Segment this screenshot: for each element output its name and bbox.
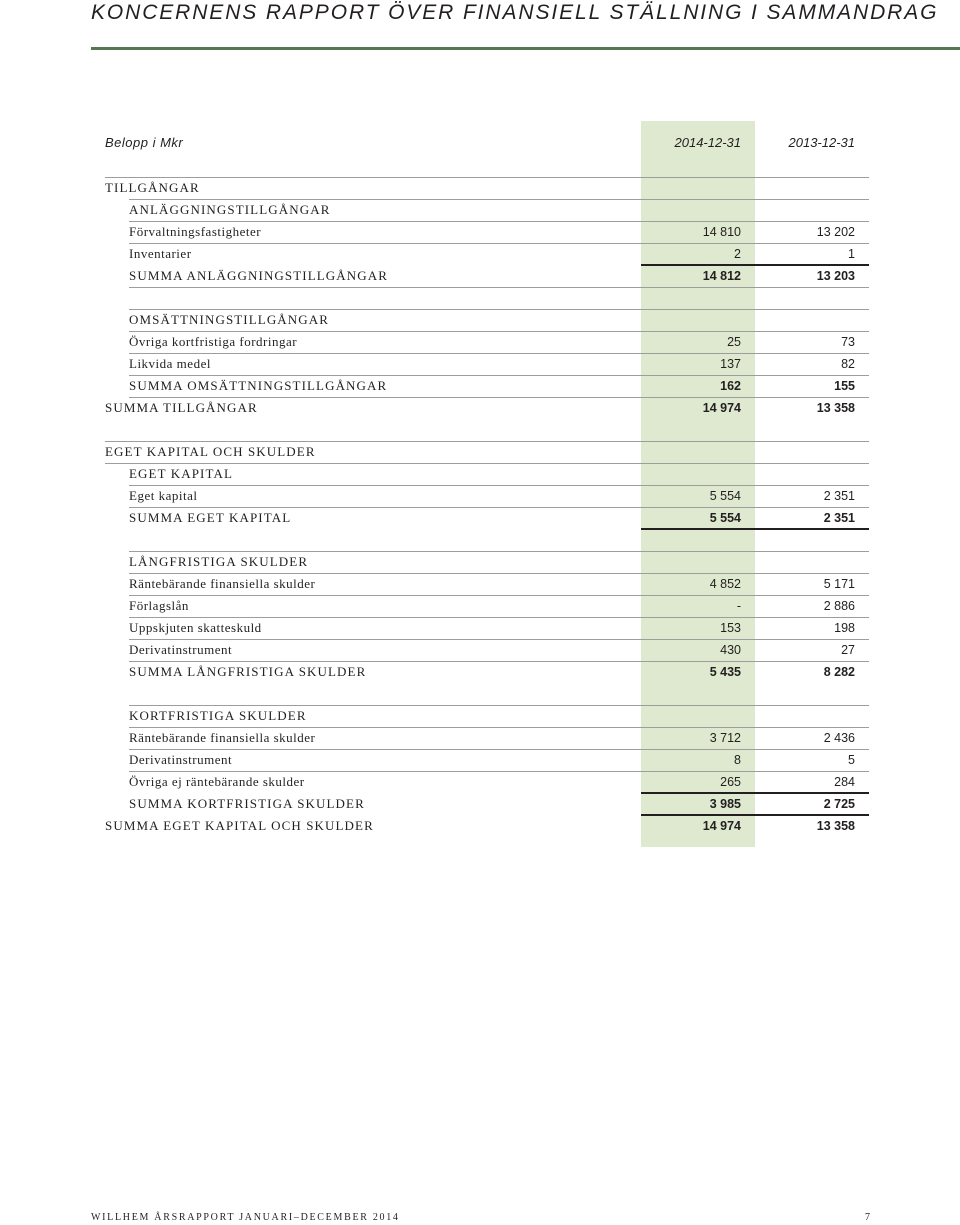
table-row: [0, 485, 960, 507]
row-label: SUMMA TILLGÅNGAR: [105, 400, 258, 415]
value-2014: 162: [720, 379, 741, 393]
value-2014: 5 554: [709, 489, 741, 503]
value-2013: 155: [834, 379, 855, 393]
table-row: [0, 397, 960, 419]
table-row: [0, 793, 960, 815]
table-row: [0, 639, 960, 661]
row-label: LÅNGFRISTIGA SKULDER: [129, 554, 309, 569]
value-2014: 25: [727, 335, 741, 349]
value-2013: 2 351: [823, 489, 855, 503]
row-label: EGET KAPITAL OCH SKULDER: [105, 444, 316, 459]
row-label: Likvida medel: [129, 356, 211, 371]
row-label: SUMMA KORTFRISTIGA SKULDER: [129, 796, 365, 811]
row-label: ANLÄGGNINGSTILLGÅNGAR: [129, 202, 331, 217]
value-2013: 284: [834, 775, 855, 789]
value-2014: 14 810: [702, 225, 741, 239]
table-row: [0, 375, 960, 397]
row-label: Eget kapital: [129, 488, 198, 503]
value-2014: 5 554: [709, 511, 741, 525]
row-divider: [129, 705, 869, 706]
row-divider: [129, 551, 869, 552]
value-2014: 8: [734, 753, 741, 767]
table-row: [0, 507, 960, 529]
table-row: [0, 309, 960, 331]
table-row: [0, 199, 960, 221]
table-row: [0, 265, 960, 287]
table-row: [0, 771, 960, 793]
value-2013: 27: [841, 643, 855, 657]
table-row: [0, 595, 960, 617]
value-2014: 14 974: [702, 819, 741, 833]
value-2014: 5 435: [709, 665, 741, 679]
row-label: Förvaltningsfastigheter: [129, 224, 262, 239]
value-2014: 3 712: [709, 731, 741, 745]
row-label: SUMMA EGET KAPITAL OCH SKULDER: [105, 818, 374, 833]
table-row: [0, 243, 960, 265]
sum-rule: [641, 528, 869, 530]
value-2013: 13 202: [816, 225, 855, 239]
row-label: SUMMA OMSÄTTNINGSTILLGÅNGAR: [129, 378, 388, 393]
value-2013: 2 351: [823, 511, 855, 525]
value-2013: 8 282: [823, 665, 855, 679]
row-label: OMSÄTTNINGSTILLGÅNGAR: [129, 312, 330, 327]
row-label: Förlagslån: [129, 598, 189, 613]
page-title: KONCERNENS RAPPORT ÖVER FINANSIELL STÄLLNING I SAMMANDRAG: [91, 1, 939, 24]
value-2013: 2 886: [823, 599, 855, 613]
value-2013: 5: [848, 753, 855, 767]
table-row: [0, 573, 960, 595]
value-2014: 265: [720, 775, 741, 789]
column-header-2013: 2013-12-31: [788, 135, 855, 150]
value-2014: 2: [734, 247, 741, 261]
value-2013: 2 725: [823, 797, 855, 811]
table-row: [0, 815, 960, 837]
table-row: [0, 353, 960, 375]
value-2014: 137: [720, 357, 741, 371]
table-row: [0, 749, 960, 771]
table-row: [0, 661, 960, 683]
amount-unit-label: Belopp i Mkr: [105, 135, 184, 150]
row-label: Derivatinstrument: [129, 752, 233, 767]
row-label: Övriga kortfristiga fordringar: [129, 334, 298, 349]
table-header-row: [0, 132, 960, 154]
value-2013: 2 436: [823, 731, 855, 745]
table-row: [0, 617, 960, 639]
value-2013: 5 171: [823, 577, 855, 591]
row-label: Inventarier: [129, 246, 192, 261]
table-row: [0, 705, 960, 727]
footer-text: WILLHEM ÅRSRAPPORT JANUARI–DECEMBER 2014: [91, 1212, 400, 1223]
table-row: [0, 221, 960, 243]
value-2013: 198: [834, 621, 855, 635]
page-number: 7: [865, 1212, 870, 1223]
row-label: Räntebärande finansiella skulder: [129, 730, 316, 745]
value-2014: 153: [720, 621, 741, 635]
row-label: SUMMA LÅNGFRISTIGA SKULDER: [129, 664, 367, 679]
table-row: [0, 441, 960, 463]
row-label: Övriga ej räntebärande skulder: [129, 774, 305, 789]
row-label: SUMMA EGET KAPITAL: [129, 510, 292, 525]
row-label: SUMMA ANLÄGGNINGSTILLGÅNGAR: [129, 268, 389, 283]
table-row: [0, 551, 960, 573]
row-label: KORTFRISTIGA SKULDER: [129, 708, 307, 723]
row-divider: [105, 177, 869, 178]
row-label: EGET KAPITAL: [129, 466, 233, 481]
row-label: TILLGÅNGAR: [105, 180, 200, 195]
row-label: Uppskjuten skatteskuld: [129, 620, 262, 635]
value-2014: 14 974: [702, 401, 741, 415]
row-divider: [129, 287, 869, 288]
value-2014: 3 985: [709, 797, 741, 811]
row-label: Derivatinstrument: [129, 642, 233, 657]
value-2013: 13 358: [816, 401, 855, 415]
row-divider: [105, 441, 869, 442]
value-2014: 4 852: [709, 577, 741, 591]
row-divider: [129, 309, 869, 310]
table-row: [0, 727, 960, 749]
value-2014: 14 812: [702, 269, 741, 283]
value-2014: 430: [720, 643, 741, 657]
table-row: [0, 331, 960, 353]
table-row: [0, 463, 960, 485]
value-2014: -: [736, 599, 741, 613]
value-2013: 73: [841, 335, 855, 349]
value-2013: 13 203: [816, 269, 855, 283]
value-2013: 82: [841, 357, 855, 371]
column-header-2014: 2014-12-31: [674, 135, 741, 150]
value-2013: 1: [848, 247, 855, 261]
row-label: Räntebärande finansiella skulder: [129, 576, 316, 591]
table-row: [0, 177, 960, 199]
value-2013: 13 358: [816, 819, 855, 833]
